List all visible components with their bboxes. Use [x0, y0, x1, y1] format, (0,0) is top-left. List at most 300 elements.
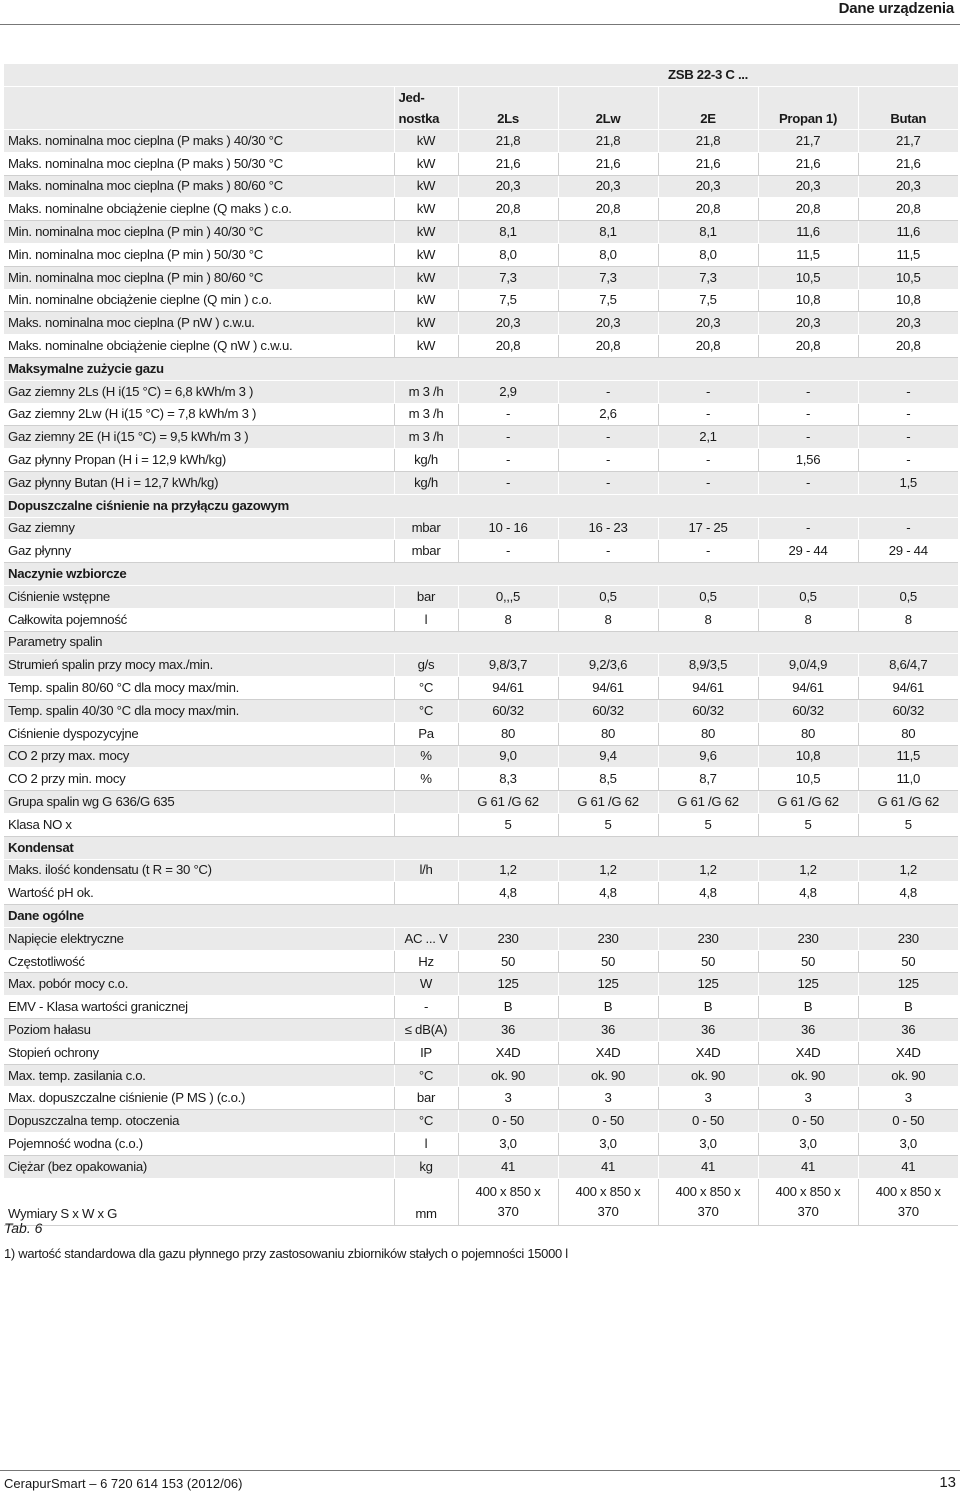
row-value: 29 - 44 — [758, 540, 858, 563]
row-value: 80 — [858, 722, 958, 745]
row-value: 1,2 — [658, 859, 758, 882]
row-value: 7,5 — [658, 289, 758, 312]
row-value: - — [858, 517, 958, 540]
row-unit: kW — [394, 335, 458, 358]
row-value: 50 — [658, 950, 758, 973]
row-value: 20,8 — [558, 335, 658, 358]
row-value: 8 — [558, 608, 658, 631]
row-value: 36 — [458, 1019, 558, 1042]
row-value: 21,8 — [658, 130, 758, 153]
table-row — [4, 426, 958, 449]
row-value: 125 — [658, 973, 758, 996]
row-value: - — [558, 471, 658, 494]
row-value: 3,0 — [558, 1133, 658, 1156]
table-row — [4, 677, 958, 700]
row-value: 36 — [758, 1019, 858, 1042]
row-value: 0,5 — [858, 585, 958, 608]
row-value: 21,6 — [658, 152, 758, 175]
row-value: 8,0 — [558, 243, 658, 266]
row-value: 80 — [458, 722, 558, 745]
row-value: 50 — [858, 950, 958, 973]
row-value: G 61 /G 62 — [758, 791, 858, 814]
row-value: 0 - 50 — [758, 1110, 858, 1133]
row-value: 8,1 — [658, 221, 758, 244]
unit-header — [395, 87, 458, 129]
row-label: Strumień spalin przy mocy max./min. — [4, 654, 394, 677]
section-title: Maksymalne zużycie gazu — [4, 357, 958, 380]
row-value: 7,3 — [658, 266, 758, 289]
row-unit: % — [394, 745, 458, 768]
row-value: 11,5 — [858, 745, 958, 768]
row-value: 94/61 — [658, 677, 758, 700]
row-label: Gaz ziemny 2E (H i(15 °C) = 9,5 kWh/m 3 ) — [4, 426, 394, 449]
row-value: 94/61 — [558, 677, 658, 700]
row-value: 9,0 — [458, 745, 558, 768]
row-value: ok. 90 — [458, 1064, 558, 1087]
row-unit: IP — [394, 1041, 458, 1064]
section-title: Dane ogólne — [4, 905, 958, 928]
row-value: X4D — [458, 1041, 558, 1064]
row-value: 7,3 — [558, 266, 658, 289]
row-unit: kg — [394, 1155, 458, 1178]
row-value: - — [758, 426, 858, 449]
row-value: 80 — [658, 722, 758, 745]
table-header-row — [4, 87, 958, 130]
row-unit: % — [394, 768, 458, 791]
row-value: ok. 90 — [758, 1064, 858, 1087]
row-value: 41 — [758, 1155, 858, 1178]
row-value: 9,2/3,6 — [558, 654, 658, 677]
row-value: G 61 /G 62 — [558, 791, 658, 814]
table-row — [4, 585, 958, 608]
row-value: - — [658, 540, 758, 563]
row-value: 125 — [858, 973, 958, 996]
row-unit: mbar — [394, 517, 458, 540]
row-unit: kW — [394, 130, 458, 153]
row-unit: - — [394, 996, 458, 1019]
row-label: Temp. spalin 40/30 °C dla mocy max/min. — [4, 699, 394, 722]
row-label: Max. pobór mocy c.o. — [4, 973, 394, 996]
row-label: Max. temp. zasilania c.o. — [4, 1064, 394, 1087]
row-value: 0 - 50 — [558, 1110, 658, 1133]
row-value: 50 — [758, 950, 858, 973]
row-value: 8,0 — [658, 243, 758, 266]
row-value: 60/32 — [558, 699, 658, 722]
table-row — [4, 517, 958, 540]
row-value: 9,4 — [558, 745, 658, 768]
table-section-row — [4, 357, 958, 380]
row-value: 41 — [658, 1155, 758, 1178]
row-value: - — [458, 471, 558, 494]
table-row — [4, 996, 958, 1019]
row-unit: Hz — [394, 950, 458, 973]
row-value: - — [758, 403, 858, 426]
row-label: Grupa spalin wg G 636/G 635 — [4, 791, 394, 814]
row-unit — [394, 882, 458, 905]
row-value: 5 — [858, 813, 958, 836]
table-row — [4, 130, 958, 153]
row-unit: kg/h — [394, 449, 458, 472]
row-value: 3 — [858, 1087, 958, 1110]
row-value: 8,1 — [458, 221, 558, 244]
table-caption: Tab. 6 — [4, 1220, 43, 1236]
row-unit: kW — [394, 152, 458, 175]
row-value: 5 — [558, 813, 658, 836]
row-label: Ciężar (bez opakowania) — [4, 1155, 394, 1178]
column-header: Propan 1) — [758, 87, 858, 130]
row-unit: m 3 /h — [394, 380, 458, 403]
row-value: 80 — [758, 722, 858, 745]
row-value: 8,7 — [658, 768, 758, 791]
row-value: X4D — [858, 1041, 958, 1064]
row-value: 10,8 — [858, 289, 958, 312]
row-value: - — [458, 540, 558, 563]
table-row — [4, 335, 958, 358]
table-row — [4, 380, 958, 403]
row-value: 10,5 — [858, 266, 958, 289]
row-value: 21,6 — [458, 152, 558, 175]
row-value: 230 — [458, 927, 558, 950]
table-footnote: 1) wartość standardowa dla gazu płynnego przy zastosowaniu zbiorników stałych o pojemności 15000 l — [4, 1246, 568, 1261]
table-row — [4, 768, 958, 791]
row-value: 94/61 — [458, 677, 558, 700]
row-label: CO 2 przy min. mocy — [4, 768, 394, 791]
row-value: - — [458, 403, 558, 426]
row-value: - — [458, 449, 558, 472]
row-unit: mm — [394, 1178, 458, 1225]
row-value: 4,8 — [658, 882, 758, 905]
row-value: 7,3 — [458, 266, 558, 289]
page-header-title: Dane urządzenia — [838, 0, 954, 17]
row-value: 230 — [558, 927, 658, 950]
row-value: 10 - 16 — [458, 517, 558, 540]
row-value: 20,3 — [658, 312, 758, 335]
footer-document-id: CerapurSmart – 6 720 614 153 (2012/06) — [4, 1476, 243, 1491]
row-label: Całkowita pojemność — [4, 608, 394, 631]
row-value: 41 — [858, 1155, 958, 1178]
row-unit — [394, 813, 458, 836]
row-value: - — [558, 426, 658, 449]
table-row — [4, 1178, 958, 1225]
row-value: 5 — [758, 813, 858, 836]
table-row — [4, 243, 958, 266]
row-unit: mbar — [394, 540, 458, 563]
row-value: 21,8 — [458, 130, 558, 153]
row-value: 0 - 50 — [458, 1110, 558, 1133]
column-header: 2Lw — [558, 87, 658, 130]
model-name: ZSB 22-3 C ... — [658, 64, 758, 87]
row-value: 10,8 — [758, 289, 858, 312]
row-value: 400 x 850 x 370 — [458, 1178, 558, 1225]
row-value: 0,5 — [558, 585, 658, 608]
row-value: 20,3 — [858, 175, 958, 198]
table-row — [4, 266, 958, 289]
row-value: 11,0 — [858, 768, 958, 791]
table-row — [4, 1155, 958, 1178]
column-header: 2E — [658, 87, 758, 130]
table-row — [4, 403, 958, 426]
column-header: Butan — [858, 87, 958, 130]
section-title: Parametry spalin — [4, 631, 958, 654]
row-value: 0 - 50 — [658, 1110, 758, 1133]
row-label: Maks. nominalne obciążenie cieplne (Q maks ) c.o. — [4, 198, 394, 221]
row-value: 21,6 — [758, 152, 858, 175]
row-value: 0,5 — [658, 585, 758, 608]
row-unit: °C — [394, 677, 458, 700]
row-value: 8,9/3,5 — [658, 654, 758, 677]
row-value: - — [758, 471, 858, 494]
row-unit: bar — [394, 1087, 458, 1110]
row-unit — [394, 791, 458, 814]
row-value: 8 — [758, 608, 858, 631]
row-value: 9,0/4,9 — [758, 654, 858, 677]
table-row — [4, 745, 958, 768]
row-label: Gaz płynny Propan (H i = 12,9 kWh/kg) — [4, 449, 394, 472]
row-label: Gaz ziemny 2Ls (H i(15 °C) = 6,8 kWh/m 3 ) — [4, 380, 394, 403]
row-label: Poziom hałasu — [4, 1019, 394, 1042]
row-unit: l/h — [394, 859, 458, 882]
row-label: Gaz ziemny — [4, 517, 394, 540]
row-value: 8,3 — [458, 768, 558, 791]
row-value: 7,5 — [458, 289, 558, 312]
row-label: Napięcie elektryczne — [4, 927, 394, 950]
row-value: ok. 90 — [558, 1064, 658, 1087]
row-value: 125 — [558, 973, 658, 996]
row-value: - — [558, 449, 658, 472]
row-label: Pojemność wodna (c.o.) — [4, 1133, 394, 1156]
row-value: 20,3 — [458, 312, 558, 335]
table-row — [4, 449, 958, 472]
row-label: Gaz płynny Butan (H i = 12,7 kWh/kg) — [4, 471, 394, 494]
row-unit: kW — [394, 266, 458, 289]
row-value: B — [558, 996, 658, 1019]
row-value: 9,6 — [658, 745, 758, 768]
row-unit: bar — [394, 585, 458, 608]
row-value: 4,8 — [458, 882, 558, 905]
row-value: 4,8 — [858, 882, 958, 905]
row-label: Wartość pH ok. — [4, 882, 394, 905]
section-title: Dopuszczalne ciśnienie na przyłączu gazowym — [4, 494, 958, 517]
row-value: 125 — [758, 973, 858, 996]
row-label: CO 2 przy max. mocy — [4, 745, 394, 768]
row-value: 20,3 — [858, 312, 958, 335]
column-header: 2Ls — [458, 87, 558, 130]
row-label: Min. nominalna moc cieplna (P min ) 80/60 °C — [4, 266, 394, 289]
row-unit: kg/h — [394, 471, 458, 494]
row-value: 5 — [658, 813, 758, 836]
row-label: Maks. nominalna moc cieplna (P maks ) 80/60 °C — [4, 175, 394, 198]
row-value: 20,3 — [758, 175, 858, 198]
row-value: 4,8 — [758, 882, 858, 905]
row-label: Maks. nominalna moc cieplna (P maks ) 40/30 °C — [4, 130, 394, 153]
row-unit: g/s — [394, 654, 458, 677]
row-value: 125 — [458, 973, 558, 996]
table-row — [4, 540, 958, 563]
row-unit: kW — [394, 221, 458, 244]
row-unit: °C — [394, 1064, 458, 1087]
row-value: 1,2 — [458, 859, 558, 882]
table-row — [4, 973, 958, 996]
row-value: 20,8 — [558, 198, 658, 221]
row-value: 3,0 — [758, 1133, 858, 1156]
row-unit: kW — [394, 198, 458, 221]
row-value: 20,3 — [658, 175, 758, 198]
row-value: 80 — [558, 722, 658, 745]
row-label: EMV - Klasa wartości granicznej — [4, 996, 394, 1019]
table-row — [4, 1064, 958, 1087]
row-value: 11,5 — [758, 243, 858, 266]
row-value: 8,1 — [558, 221, 658, 244]
row-value: 20,8 — [658, 335, 758, 358]
row-label: Maks. nominalna moc cieplna (P maks ) 50/30 °C — [4, 152, 394, 175]
row-value: 20,8 — [758, 335, 858, 358]
table-section-row — [4, 905, 958, 928]
section-title: Kondensat — [4, 836, 958, 859]
table-row — [4, 471, 958, 494]
row-value: - — [558, 380, 658, 403]
table-row — [4, 1133, 958, 1156]
row-value: 8 — [858, 608, 958, 631]
row-value: 0,5 — [758, 585, 858, 608]
table-row — [4, 722, 958, 745]
table-row — [4, 859, 958, 882]
row-value: - — [658, 471, 758, 494]
row-value: 60/32 — [658, 699, 758, 722]
row-value: 21,8 — [558, 130, 658, 153]
row-unit: °C — [394, 699, 458, 722]
row-value: 8 — [658, 608, 758, 631]
row-label: Klasa NO x — [4, 813, 394, 836]
row-value: - — [858, 403, 958, 426]
row-value: B — [458, 996, 558, 1019]
row-unit: W — [394, 973, 458, 996]
row-value: 400 x 850 x 370 — [758, 1178, 858, 1225]
row-value: G 61 /G 62 — [458, 791, 558, 814]
row-value: X4D — [658, 1041, 758, 1064]
row-label: Ciśnienie dyspozycyjne — [4, 722, 394, 745]
row-value: 3,0 — [858, 1133, 958, 1156]
row-value: - — [858, 380, 958, 403]
row-value: - — [758, 517, 858, 540]
row-value: 400 x 850 x 370 — [658, 1178, 758, 1225]
row-label: Min. nominalne obciążenie cieplne (Q min ) c.o. — [4, 289, 394, 312]
row-value: B — [858, 996, 958, 1019]
row-value: - — [658, 449, 758, 472]
table-model-row — [4, 64, 958, 87]
row-value: 94/61 — [858, 677, 958, 700]
row-value: 60/32 — [458, 699, 558, 722]
row-value: 50 — [458, 950, 558, 973]
table-row — [4, 813, 958, 836]
unit-header-line1: Jed- — [398, 90, 425, 105]
row-label: Maks. ilość kondensatu (t R = 30 °C) — [4, 859, 394, 882]
row-value: 1,2 — [558, 859, 658, 882]
row-value: 400 x 850 x 370 — [558, 1178, 658, 1225]
row-value: - — [858, 426, 958, 449]
row-value: - — [858, 449, 958, 472]
row-value: 60/32 — [858, 699, 958, 722]
table-row — [4, 289, 958, 312]
table-row — [4, 882, 958, 905]
technical-data-table — [4, 64, 958, 1226]
row-value: - — [558, 540, 658, 563]
section-title: Naczynie wzbiorcze — [4, 563, 958, 586]
row-value: 400 x 850 x 370 — [858, 1178, 958, 1225]
row-value: 36 — [858, 1019, 958, 1042]
row-label: Gaz ziemny 2Lw (H i(15 °C) = 7,8 kWh/m 3 ) — [4, 403, 394, 426]
row-value: 20,3 — [558, 312, 658, 335]
row-value: 0,,,5 — [458, 585, 558, 608]
row-value: 3,0 — [458, 1133, 558, 1156]
table-row — [4, 1110, 958, 1133]
row-value: 3,0 — [658, 1133, 758, 1156]
row-value: - — [658, 403, 758, 426]
row-label: Min. nominalna moc cieplna (P min ) 50/30 °C — [4, 243, 394, 266]
row-unit: Pa — [394, 722, 458, 745]
row-value: 20,8 — [858, 335, 958, 358]
row-value: 230 — [858, 927, 958, 950]
row-unit: kW — [394, 289, 458, 312]
row-value: X4D — [758, 1041, 858, 1064]
row-value: 1,2 — [758, 859, 858, 882]
row-value: 16 - 23 — [558, 517, 658, 540]
table-row — [4, 1041, 958, 1064]
row-value: 20,3 — [558, 175, 658, 198]
table-section-row — [4, 494, 958, 517]
row-value: 36 — [558, 1019, 658, 1042]
row-value: 11,6 — [758, 221, 858, 244]
row-value: 230 — [658, 927, 758, 950]
row-value: B — [658, 996, 758, 1019]
row-unit: ≤ dB(A) — [394, 1019, 458, 1042]
row-value: 29 - 44 — [858, 540, 958, 563]
row-value: 10,5 — [758, 768, 858, 791]
row-label: Min. nominalna moc cieplna (P min ) 40/30 °C — [4, 221, 394, 244]
row-value: B — [758, 996, 858, 1019]
row-label: Temp. spalin 80/60 °C dla mocy max/min. — [4, 677, 394, 700]
row-value: 3 — [658, 1087, 758, 1110]
row-value: ok. 90 — [658, 1064, 758, 1087]
row-value: 2,9 — [458, 380, 558, 403]
row-value: 20,8 — [458, 198, 558, 221]
row-label: Stopień ochrony — [4, 1041, 394, 1064]
row-unit: l — [394, 608, 458, 631]
row-value: 9,8/3,7 — [458, 654, 558, 677]
table-row — [4, 950, 958, 973]
row-value: G 61 /G 62 — [858, 791, 958, 814]
table-row — [4, 198, 958, 221]
row-unit: m 3 /h — [394, 426, 458, 449]
table-row — [4, 175, 958, 198]
row-value: 10,8 — [758, 745, 858, 768]
row-label: Dopuszczalna temp. otoczenia — [4, 1110, 394, 1133]
table-section-row — [4, 836, 958, 859]
table-row — [4, 1087, 958, 1110]
row-value: 20,3 — [458, 175, 558, 198]
row-value: 4,8 — [558, 882, 658, 905]
table-row — [4, 699, 958, 722]
row-value: X4D — [558, 1041, 658, 1064]
row-value: 60/32 — [758, 699, 858, 722]
row-label: Maks. nominalna moc cieplna (P nW ) c.w.u. — [4, 312, 394, 335]
table-section-row — [4, 563, 958, 586]
row-value: 21,7 — [758, 130, 858, 153]
row-value: 20,8 — [758, 198, 858, 221]
row-label: Gaz płynny — [4, 540, 394, 563]
row-value: 8,6/4,7 — [858, 654, 958, 677]
page-number: 13 — [939, 1474, 956, 1491]
footer-rule — [0, 1470, 960, 1471]
